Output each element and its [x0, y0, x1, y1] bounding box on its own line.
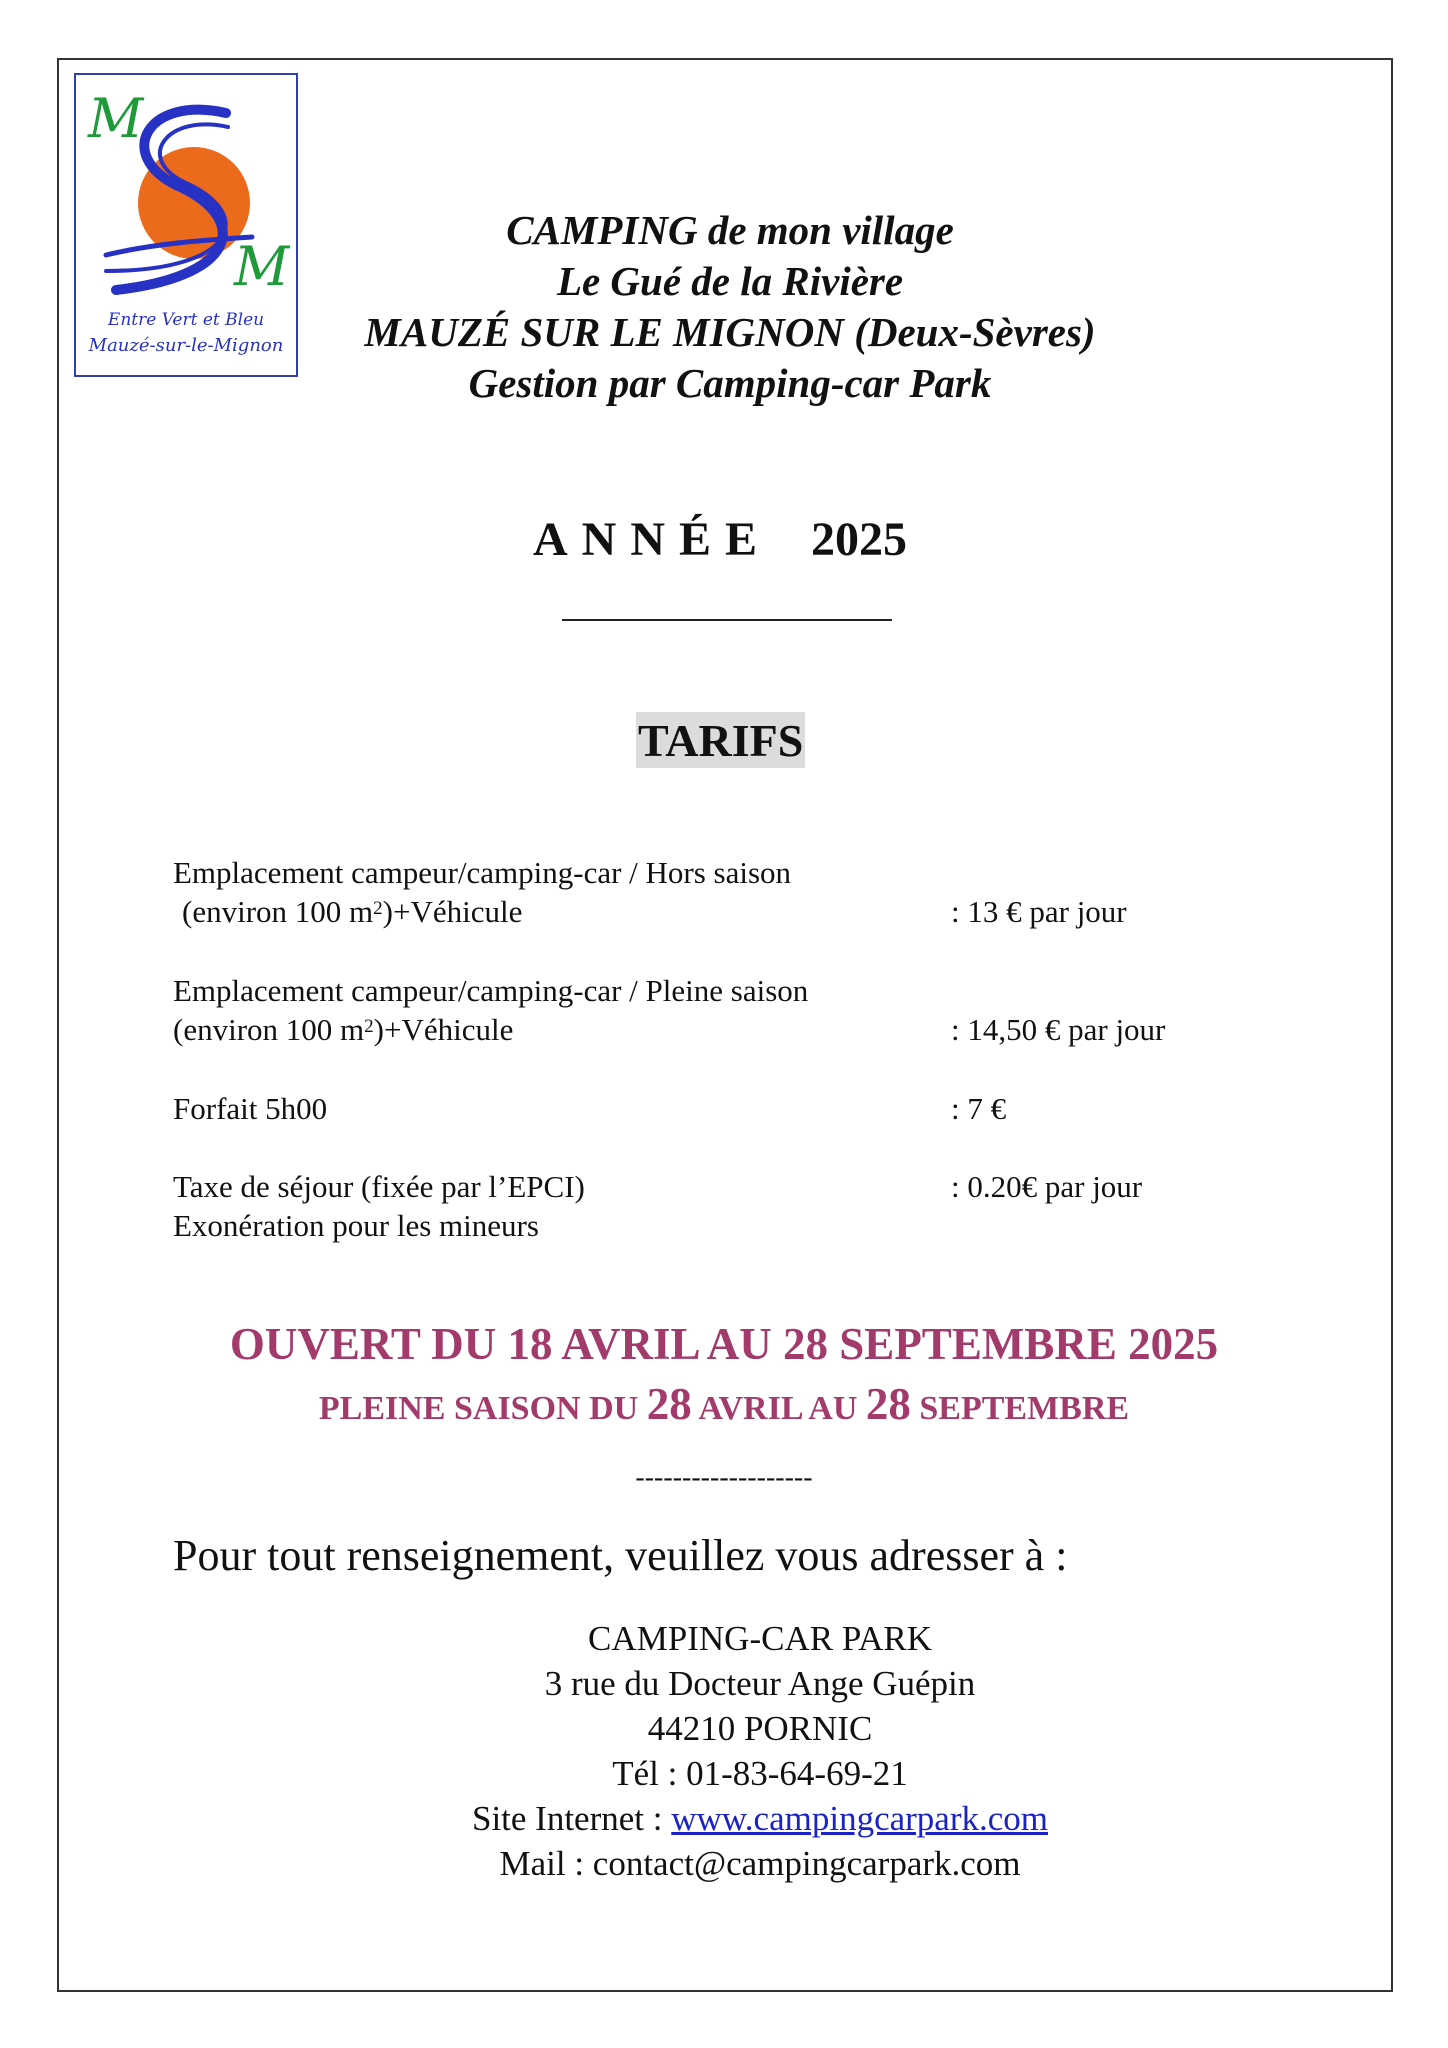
logo-tagline: Entre Vert et Bleu: [107, 310, 265, 330]
camping-header: [300, 205, 1160, 409]
logo-graphic: [76, 75, 296, 375]
tarifs-heading: TARIFS: [636, 712, 805, 768]
header-line-1: CAMPING de mon village: [506, 207, 954, 253]
contact-street: 3 rue du Docteur Ange Guépin: [544, 1664, 976, 1703]
contact-mail: Mail : contact@campingcarpark.com: [499, 1844, 1021, 1883]
contact-site: [380, 1796, 1140, 1841]
dashed-separator: -------------------: [635, 1462, 813, 1493]
tarif-label-line-1: Taxe de séjour (fixée par l’EPCI): [173, 1169, 585, 1204]
tarif-value: : 7 €: [951, 1091, 1007, 1126]
tarif-value: : 0.20€ par jour: [951, 1169, 1143, 1204]
contact-city: 44210 PORNIC: [647, 1709, 873, 1748]
header-line-4: Gestion par Camping-car Park: [468, 360, 992, 406]
divider-line: [562, 619, 892, 621]
info-line: Pour tout renseignement, veuillez vous adresser à :: [173, 1531, 1068, 1580]
year-title: [480, 512, 960, 567]
tarif-label-line-1: Emplacement campeur/camping-car / Hors saison: [173, 855, 792, 890]
tarif-label-line-2: (environ 100 $m^2)+Véhicule$: [173, 1012, 514, 1047]
tarif-value: : 14,50 € par jour: [951, 1012, 1166, 1047]
contact-block: [380, 1616, 1140, 1886]
header-line-2: Le Gué de la Rivière: [556, 258, 904, 304]
logo-top-letter: M: [88, 87, 144, 150]
tarif-label-line-1: Emplacement campeur/camping-car / Pleine saison: [173, 973, 809, 1008]
tarif-label: [173, 1167, 933, 1245]
tarif-label-line-2: (environ 100 $m^2)+Véhicule$: [182, 894, 523, 929]
tarif-label: Forfait 5h00: [173, 1091, 328, 1126]
header-line-3: MAUZÉ SUR LE MIGNON (Deux-Sèvres): [364, 309, 1096, 355]
tarif-label-line-2: Exonération pour les mineurs: [173, 1208, 539, 1243]
high-season-dates: PLEINE SAISON DU 28 AVRIL AU 28 SEPTEMBRE: [318, 1379, 1130, 1429]
opening-dates: OUVERT DU 18 AVRIL AU 28 SEPTEMBRE 2025: [229, 1319, 1219, 1369]
site-label: Site Internet :: [471, 1799, 672, 1838]
contact-name: CAMPING-CAR PARK: [588, 1619, 932, 1658]
tarif-label: [173, 853, 933, 931]
tarif-value: : 13 € par jour: [951, 894, 1127, 929]
logo-town: Mauzé-sur-le-Mignon: [88, 335, 284, 356]
logo-bottom-letter: M: [234, 235, 290, 298]
msm-logo: [74, 73, 298, 377]
website-link[interactable]: www.campingcarpark.com: [671, 1799, 1048, 1838]
contact-phone: Tél : 01-83-64-69-21: [612, 1754, 908, 1793]
year-label: ANNÉE: [532, 513, 772, 566]
year-value: 2025: [811, 513, 908, 566]
tarif-label: [173, 971, 933, 1049]
